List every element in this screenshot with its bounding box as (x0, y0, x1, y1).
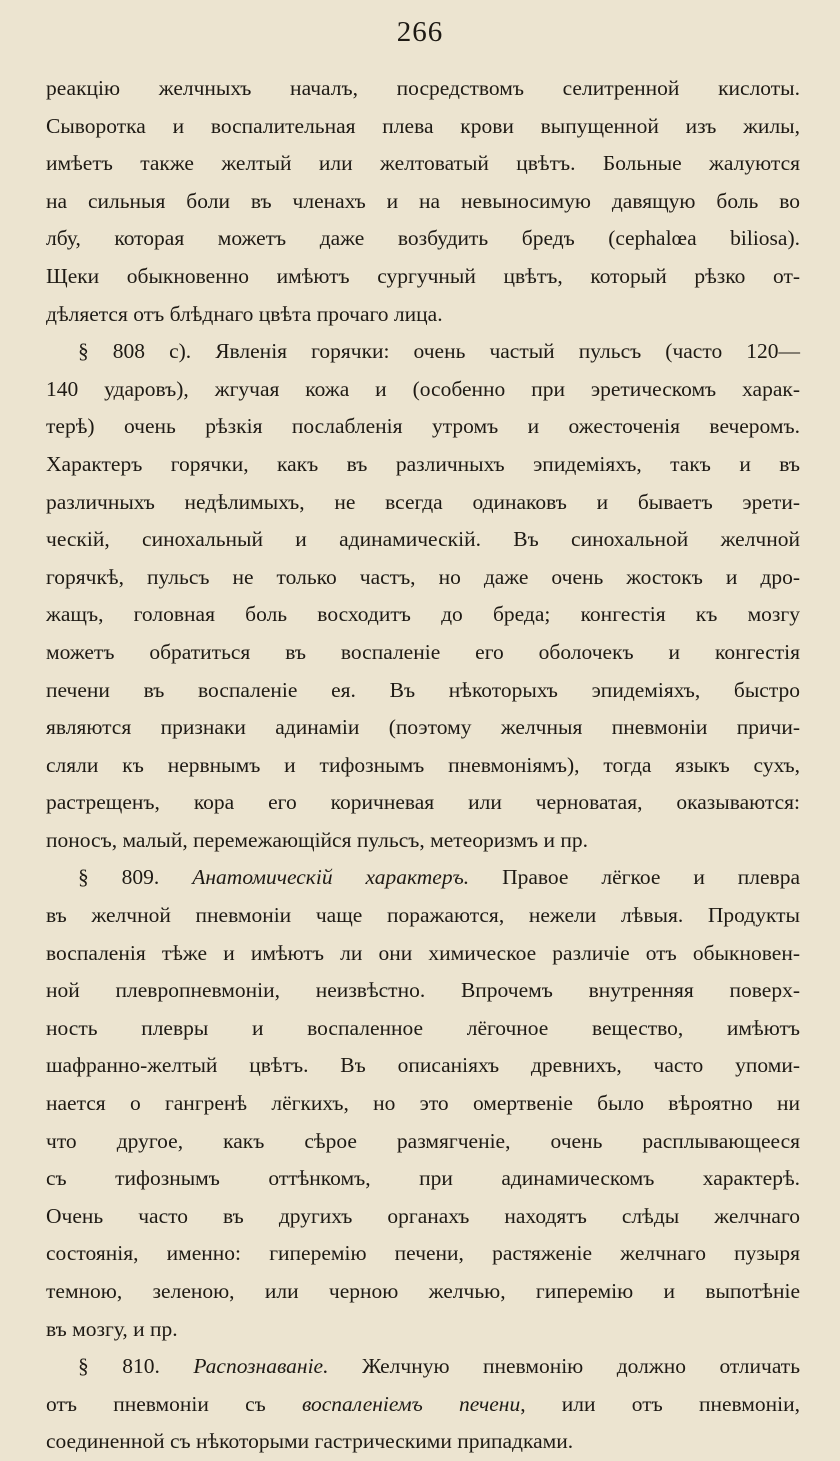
text-line: ность плевры и воспаленное лёгочное вещество, имѣютъ (46, 1015, 800, 1040)
section-808c-heading-line: § 808 c). Явленія горячки: очень частый пульсъ (часто 120— (78, 339, 800, 364)
text-line: въ мозгу, и пр. (46, 1316, 178, 1341)
text-line: ческій, синохальный и адинамическій. Въ синохальной желчной (46, 527, 800, 552)
text-line: съ тифознымъ оттѣнкомъ, при адинамическомъ характерѣ. (46, 1166, 800, 1191)
section-810-title: Распознаваніе. (193, 1354, 329, 1379)
text-line: растрещенъ, кора его коричневая или черноватая, оказываются: (46, 790, 800, 815)
text-line: на сильныя боли въ членахъ и на невыносимую давящую боль во (46, 188, 800, 213)
text-line: воспаленія тѣже и имѣютъ ли они химическое различіе отъ обыкновен- (46, 940, 800, 965)
text-line: имѣетъ также желтый или желтоватый цвѣтъ. Больные жалуются (46, 151, 800, 176)
text-line: терѣ) очень рѣзкія послабленія утромъ и ожесточенія вечеромъ. (46, 414, 800, 439)
text-line: лбу, которая можетъ даже возбудить бредъ (cephalœa biliosa). (46, 226, 800, 251)
text-line: 140 ударовъ), жгучая кожа и (особенно при эретическомъ харак- (46, 376, 800, 401)
text-line: темною, зеленою, или черною желчью, гиперемію и выпотѣніе (46, 1279, 800, 1303)
body-text (46, 70, 800, 1461)
text-line: Сыворотка и воспалительная плева крови выпущенной изъ жилы, (46, 113, 800, 138)
text-line: различныхъ недѣлимыхъ, не всегда одинаковъ и бываетъ эрети- (46, 489, 800, 514)
text-line: соединенной съ нѣкоторыми гастрическими припадками. (46, 1429, 574, 1454)
text-line: Щеки обыкновенно имѣютъ сургучный цвѣтъ, который рѣзко от- (46, 263, 800, 288)
section-809-heading-line: § 809. Анатомическій характеръ. Правое лёгкое и плевра (78, 865, 800, 890)
text-line: горячкѣ, пульсъ не только частъ, но даже очень жостокъ и дро- (46, 564, 800, 589)
text-line: отъ пневмоніи съ воспаленіемъ печени, или отъ пневмоніи, (46, 1391, 800, 1416)
text-line: дѣляется отъ блѣднаго цвѣта прочаго лица. (46, 301, 443, 326)
text-line: въ желчной пневмоніи чаще поражаются, нежели лѣвыя. Продукты (46, 903, 800, 928)
text-line: жащъ, головная боль восходитъ до бреда; конгестія къ мозгу (46, 602, 800, 627)
section-809-title: Анатомическій характеръ. (192, 865, 470, 890)
text-line: являются признаки адинаміи (поэтому желчныя пневмоніи причи- (46, 715, 800, 740)
text-line: шафранно-желтый цвѣтъ. Въ описаніяхъ древнихъ, часто упоми- (46, 1053, 800, 1078)
text-line: печени въ воспаленіе ея. Въ нѣкоторыхъ эпидеміяхъ, быстро (46, 677, 800, 702)
text-line: реакцію желчныхъ началъ, посредствомъ селитренной кислоты. (46, 76, 800, 100)
text-line: Очень часто въ другихъ органахъ находятъ слѣды желчнаго (46, 1203, 800, 1228)
text-line: можетъ обратиться въ воспаленіе его оболочекъ и конгестія (46, 639, 800, 664)
text-line: сляли къ нервнымъ и тифознымъ пневмоніямъ), тогда языкъ сухъ, (46, 752, 800, 777)
section-810-heading-line: § 810. Распознаваніе. Желчную пневмонію должно отличать (78, 1354, 801, 1379)
text-line: ной плевропневмоніи, неизвѣстно. Впрочемъ внутренняя поверх- (46, 978, 800, 1003)
italic-term: воспаленіемъ печени (301, 1391, 521, 1416)
page-number: 266 (396, 16, 444, 48)
text-line: поносъ, малый, перемежающійся пульсъ, метеоризмъ и пр. (46, 827, 589, 852)
text-line: состоянія, именно: гиперемію печени, растяженіе желчнаго пузыря (46, 1241, 800, 1266)
text-line: что другое, какъ сѣрое размягченіе, очень расплывающееся (46, 1128, 800, 1153)
text-line: нается о гангренѣ лёгкихъ, но это омертвеніе было вѣроятно ни (46, 1091, 800, 1116)
text-line: Характеръ горячки, какъ въ различныхъ эпидеміяхъ, такъ и въ (46, 451, 800, 476)
